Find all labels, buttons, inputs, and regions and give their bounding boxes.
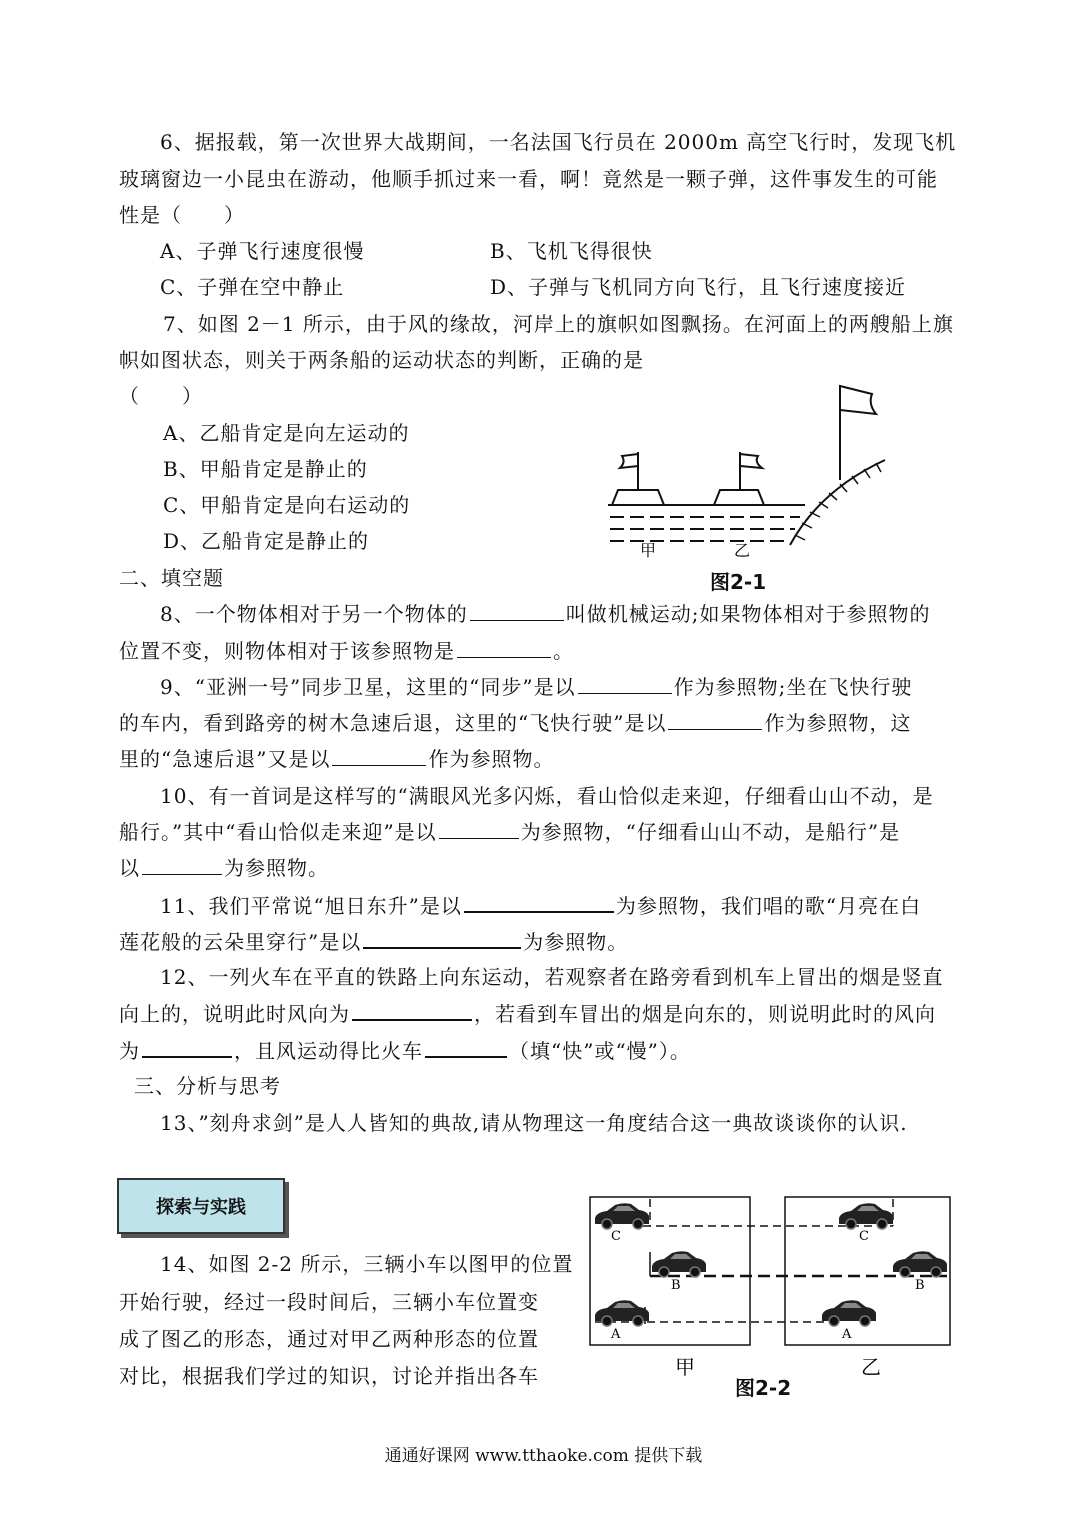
q9-text-f: 作为参照物。 [428,747,555,771]
q9-line3 [119,745,554,773]
q10-line1: 10、有一首词是这样写的“满眼风光多闪烁，看山恰似走来迎，仔细看山山不动，是 [160,784,934,808]
label-c-jia: C [611,1229,621,1244]
q12-blank-3[interactable] [425,1036,507,1058]
q12-text-b: 向上的，说明此时风向为 [119,1002,350,1026]
q13-text: 13、”刻舟求剑”是人人皆知的典故,请从物理这一角度结合这一典故谈谈你的认识. [160,1111,908,1135]
section3-heading: 三、分析与思考 [134,1074,281,1098]
q10-line3 [119,854,329,882]
q7-line2: 帜如图状态，则关于两条船的运动状态的判断，正确的是 [119,348,644,372]
q10-text-e: 为参照物。 [224,856,329,880]
q12-line1: 12、一列火车在平直的铁路上向东运动，若观察者在路旁看到机车上冒出的烟是竖直 [160,965,944,989]
q10-text-b: 船行。”其中“看山恰似走来迎”是以 [119,820,437,844]
q9-line1 [160,673,912,701]
q11-text-d: 为参照物。 [523,930,629,954]
q8-text-a: 8、一个物体相对于另一个物体的 [160,602,468,626]
badge-label: 探索与实践 [156,1197,246,1218]
fig21-label-yi: 乙 [734,541,751,560]
q11-blank-2[interactable] [363,927,521,949]
q10-line2 [119,818,900,846]
fig21-caption: 图2-1 [710,570,767,594]
q7-option-c: C、甲船肯定是向右运动的 [163,493,411,517]
q12-line3 [119,1036,691,1065]
q11-blank-1[interactable] [464,891,614,913]
q7-line1: 7、如图 2－1 所示，由于风的缘故，河岸上的旗帜如图飘扬。在河面上的两艘船上旗 [163,312,954,336]
q8-line2 [119,637,574,665]
boat-yi [714,490,764,505]
q9-text-a: 9、“亚洲一号”同步卫星，这里的“同步”是以 [160,675,576,699]
label-b-jia: B [671,1278,681,1293]
q7-option-b: B、甲船肯定是静止的 [163,457,368,481]
q12-text-c: ，若看到车冒出的烟是向东的，则说明此时的风向 [474,1002,936,1026]
shore-flag [840,386,876,414]
q12-line2 [119,999,936,1028]
q10-text-c: 为参照物，“仔细看山山不动，是船行”是 [520,820,901,844]
q10-blank-2[interactable] [142,854,222,875]
car-b-yi [893,1251,947,1277]
section2-heading: 二、填空题 [119,566,224,590]
q9-text-d: 作为参照物，这 [764,711,912,735]
q6-option-d: D、子弹与飞机同方向飞行，且飞行速度接近 [490,275,907,299]
explore-practice-badge [117,1178,285,1234]
label-a-yi: A [842,1327,852,1342]
q9-blank-1[interactable] [578,673,672,694]
q8-blank-2[interactable] [457,637,551,658]
boat-jia-flag [620,454,638,468]
q6-line1: 6、据报载，第一次世界大战期间，一名法国飞行员在 2000m 高空飞行时，发现飞机 [160,130,957,154]
q6-option-b: B、飞机飞得很快 [490,239,653,263]
q8-text-d: 。 [553,639,574,663]
page-footer: 通通好课网 www.tthaoke.com 提供下载 [384,1446,703,1466]
q9-line2 [119,709,911,737]
q6-option-a: A、子弹飞行速度很慢 [160,239,365,263]
q14-line3: 成了图乙的形态，通过对甲乙两种形态的位置 [119,1327,539,1351]
q14-line4: 对比，根据我们学过的知识，讨论并指出各车 [119,1364,539,1388]
q9-blank-3[interactable] [332,745,426,766]
q11-line1 [160,891,921,920]
q9-text-e: 里的“急速后退”又是以 [119,747,331,771]
car-a-yi [822,1300,876,1326]
figure-2-1 [600,380,900,560]
q12-blank-2[interactable] [142,1036,232,1058]
q10-text-d: 以 [119,856,140,880]
q8-text-b: 叫做机械运动;如果物体相对于参照物的 [565,602,931,626]
q11-text-a: 11、我们平常说“旭日东升”是以 [160,894,462,918]
q12-blank-1[interactable] [352,999,472,1021]
q10-blank-1[interactable] [439,818,519,839]
q6-line2: 玻璃窗边一小昆虫在游动，他顺手抓过来一看，啊！竟然是一颗子弹，这件事发生的可能 [119,167,938,191]
fig22-label-yi: 乙 [861,1355,881,1379]
q12-text-e: ，且风运动得比火车 [234,1039,423,1063]
car-c-yi [839,1203,893,1229]
q7-option-d: D、乙船肯定是静止的 [163,529,370,553]
car-b-jia [652,1251,706,1277]
car-c-jia [595,1203,649,1229]
boat-yi-flag [740,454,762,468]
q6-line3: 性是（ ） [119,203,245,227]
bank-hatching [795,463,881,540]
q14-line2: 开始行驶，经过一段时间后，三辆小车位置变 [119,1290,539,1314]
q11-line2 [119,927,628,956]
q9-text-b: 作为参照物;坐在飞快行驶 [673,675,913,699]
q8-line1 [160,600,930,628]
q6-option-c: C、子弹在空中静止 [160,275,345,299]
q8-blank-1[interactable] [470,600,564,621]
q12-text-d: 为 [119,1039,140,1063]
label-b-yi: B [915,1278,925,1293]
fig21-label-jia: 甲 [640,541,657,560]
fig22-label-jia: 甲 [675,1355,695,1379]
boat-jia [612,490,664,505]
label-a-jia: A [611,1327,621,1342]
water-lines [608,505,805,541]
q11-text-c: 莲花般的云朵里穿行”是以 [119,930,362,954]
fig22-caption: 图2-2 [735,1376,792,1400]
q9-blank-2[interactable] [668,709,762,730]
q7-option-a: A、乙船肯定是向左运动的 [163,421,410,445]
river-bank [790,460,885,545]
q7-line3: （ ） [119,384,203,408]
q11-text-b: 为参照物，我们唱的歌“月亮在白 [615,894,922,918]
q12-text-f: （填“快”或“慢”）。 [509,1039,691,1063]
label-c-yi: C [859,1229,869,1244]
q8-text-c: 位置不变，则物体相对于该参照物是 [119,639,455,663]
q14-line1: 14、如图 2-2 所示，三辆小车以图甲的位置 [160,1252,574,1276]
q9-text-c: 的车内，看到路旁的树木急速后退，这里的“飞快行驶”是以 [119,711,667,735]
